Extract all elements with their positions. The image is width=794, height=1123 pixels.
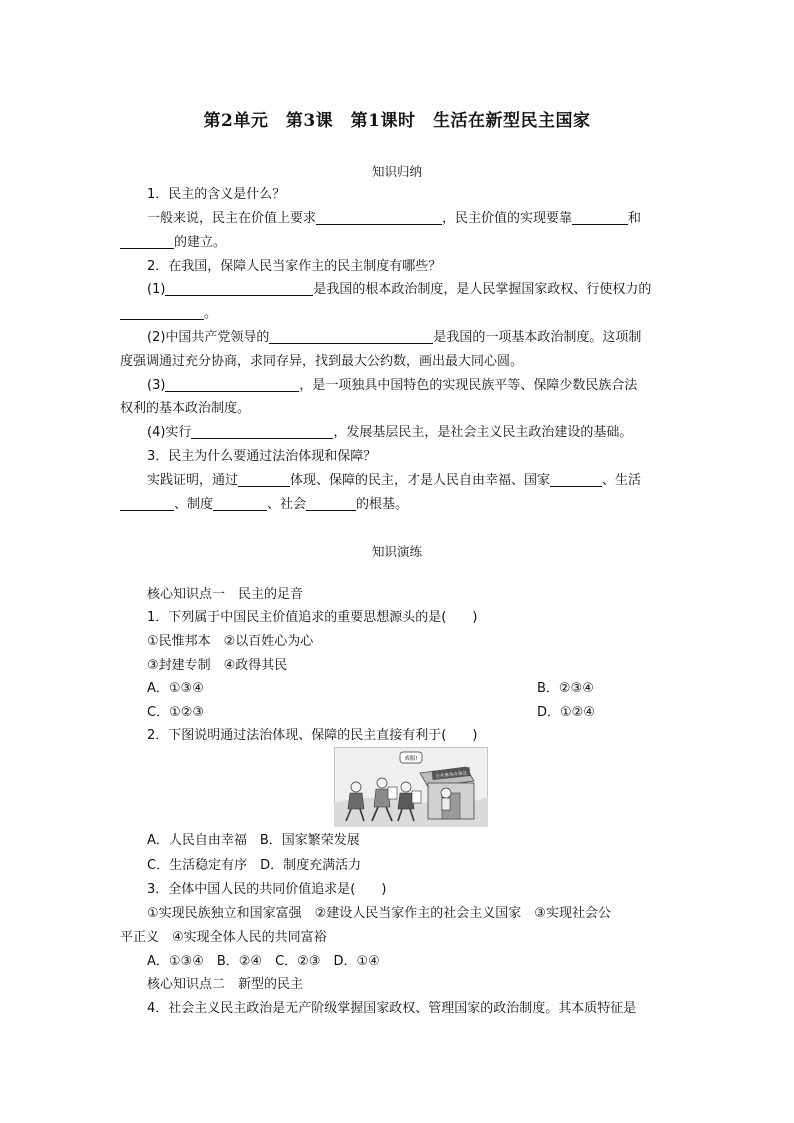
summary-q3-answer-cont [120,496,408,514]
answer-blank[interactable] [191,424,333,439]
answer-blank[interactable] [316,210,442,225]
q3-text-3: 、生活 [602,473,642,488]
answer-blank[interactable] [120,496,174,511]
summary-q2-1-cont [120,305,217,323]
q2-1-end: 。 [204,306,218,321]
practice-q2-options-cd[interactable]: C．生活稳定有序 D．制度充满活力 [147,858,362,873]
summary-q3-answer [147,472,641,490]
practice-q1-option-a[interactable]: A．①③④ [147,681,204,696]
page-title: 第2单元 第3课 第1课时 生活在新型民主国家 [203,111,591,131]
q2-4-text-2: ，发展基层民主，是社会主义民主政治建设的基础。 [333,425,633,440]
figure-sign-text: 公共事务办事处 [435,771,468,780]
summary-q2-1 [147,281,651,299]
q2-4-text-1: (4)实行 [147,425,192,440]
summary-q2-3 [147,377,637,395]
q2-3-num: (3) [147,378,166,393]
summary-q3: 3．民主为什么要通过法治体现和保障？ [147,449,377,464]
q1-text-3: 和 [628,211,642,226]
summary-q2-2-cont: 度强调通过充分协商，求同存异，找到最大公约数，画出最大同心圆。 [120,354,524,369]
practice-q1-option-c[interactable]: C．①②③ [147,705,205,720]
practice-q3: 3．全体中国人民的共同价值追求是( ) [147,882,387,897]
summary-q2-2 [147,329,641,347]
answer-blank[interactable] [213,496,267,511]
q1-text-2: ，民主价值的实现要靠 [442,211,573,226]
practice-q1-items-b: ③封建专制 ④政得其民 [147,658,288,673]
practice-q1-items-a: ①民惟邦本 ②以百姓心为心 [147,634,314,649]
answer-blank[interactable] [306,496,356,511]
q1-text-4: 的建立。 [174,235,227,250]
cartoon-illustration [334,747,488,827]
q2-1-text: 是我国的根本政治制度，是人民掌握国家政权、行使权力的 [313,282,652,297]
summary-q1-answer-line [147,210,641,228]
summary-q2-4 [147,424,632,442]
q3-text-2: 体现、保障的民主，才是人民自由幸福、国家 [290,473,551,488]
practice-q3-items-a: ①实现民族独立和国家富强 ②建设人民当家作主的社会主义国家 ③实现社会公 [147,906,611,921]
q2-2-text-2: 是我国的一项基本政治制度。这项制 [433,330,642,345]
q1-text-1: 一般来说，民主在价值上要求 [147,211,317,226]
q3-text-5: 、社会 [267,497,307,512]
answer-blank[interactable] [269,329,433,344]
answer-blank[interactable] [572,210,628,225]
answer-blank[interactable] [120,234,174,249]
summary-q1-answer-cont [120,234,226,252]
q3-text-1: 实践证明，通过 [147,473,239,488]
answer-blank[interactable] [550,472,602,487]
q2-3-text: ，是一项独具中国特色的实现民族平等、保障少数民族合法 [299,378,638,393]
practice-q3-items-b: 平正义 ④实现全体人民的共同富裕 [120,930,327,945]
practice-q1: 1．下列属于中国民主价值追求的重要思想源头的是( ) [147,610,478,625]
summary-q1: 1．民主的含义是什么？ [147,187,286,202]
answer-blank[interactable] [238,472,290,487]
summary-q2: 2．在我国，保障人民当家作主的民主制度有哪些？ [147,259,442,274]
practice-q4: 4．社会主义民主政治是无产阶级掌握国家政权、管理国家的政治制度。其本质特征是 [147,1001,637,1016]
practice-q2: 2．下图说明通过法治体现、保障的民主直接有利于( ) [147,728,478,743]
figure-bubble-text: 戏服! [404,756,418,762]
practice-q1-option-b[interactable]: B．②③④ [537,681,594,696]
answer-blank[interactable] [165,377,299,392]
summary-q2-3-cont: 权利的基本政治制度。 [120,401,251,416]
section-heading-practice: 知识演练 [371,544,422,559]
practice-q3-options[interactable]: A．①③④ B．②④ C．②③ D．①④ [147,954,380,969]
section-heading-summary: 知识归纳 [371,164,422,179]
core-point-2: 核心知识点二 新型的民主 [147,977,304,992]
practice-q1-option-d[interactable]: D．①②④ [537,705,595,720]
q2-2-text-1: (2)中国共产党领导的 [147,330,270,345]
answer-blank[interactable] [120,305,204,320]
q2-1-num: (1) [147,282,166,297]
q3-text-4: 、制度 [174,497,214,512]
core-point-1: 核心知识点一 民主的足音 [147,587,304,602]
answer-blank[interactable] [165,281,313,296]
practice-q2-options-ab[interactable]: A．人民自由幸福 B．国家繁荣发展 [147,833,360,848]
q3-text-6: 的根基。 [356,497,409,512]
